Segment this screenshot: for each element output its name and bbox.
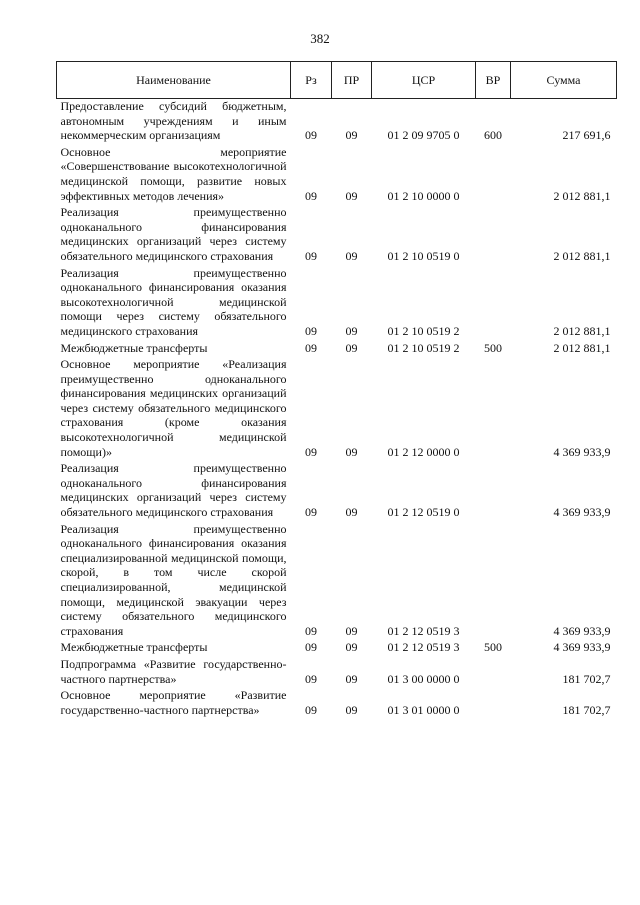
cell-name: Основное мероприятие «Развитие государственно-частного партнерства» — [60, 688, 287, 717]
cell-name: Реализация преимущественно одноканального финансирования медицинских организаций через систему обязательного медицинского страхования — [60, 205, 287, 263]
cell-vr — [476, 205, 511, 265]
cell-name: Межбюджетные трансферты — [60, 640, 208, 655]
cell-sum: 2 012 881,1 — [553, 340, 611, 355]
cell-rz: 09 — [305, 444, 317, 459]
cell-vr — [476, 522, 511, 641]
cell-name: Реализация преимущественно одноканального финансирования оказания высокотехнологичной медицинской помощи через систему обязательного медицинского страхования — [60, 265, 287, 338]
cell-sum: 2 012 881,1 — [553, 248, 611, 263]
cell-pr: 09 — [345, 188, 358, 203]
cell-rz: 09 — [305, 702, 317, 717]
cell-sum: 181 702,7 — [562, 671, 611, 686]
cell-name: Основное мероприятие «Совершенствование высокотехнологичной медицинской помощи, развитие новых эффективных методов лечения» — [60, 144, 287, 203]
cell-rz: 09 — [305, 671, 317, 686]
table-row — [57, 145, 617, 205]
cell-csr: 01 2 10 0519 2 — [387, 323, 460, 338]
header-pr: ПР — [332, 62, 372, 99]
cell-name: Межбюджетные трансферты — [60, 340, 208, 355]
cell-name: Реализация преимущественно одноканального финансирования медицинских организаций через систему обязательного медицинского страхования — [60, 461, 287, 520]
cell-vr: 500 — [484, 640, 502, 655]
cell-csr: 01 2 10 0519 2 — [387, 340, 460, 355]
budget-table — [56, 61, 617, 719]
cell-pr: 09 — [345, 128, 358, 143]
header-sum: Сумма — [511, 62, 617, 99]
table-row — [57, 266, 617, 341]
cell-pr: 09 — [345, 340, 358, 355]
cell-pr: 09 — [345, 640, 358, 655]
cell-vr: 600 — [484, 128, 502, 143]
cell-pr: 09 — [345, 248, 358, 263]
cell-name: Реализация преимущественно одноканального финансирования оказания специализированной медицинской помощи, скорой, в том числе скорой специализированной, медицинской помощи, медицинской эвакуации через систему обязательного медицинского страхования — [60, 521, 287, 638]
cell-rz: 09 — [305, 340, 317, 355]
cell-csr: 01 2 10 0000 0 — [387, 188, 460, 203]
cell-sum: 4 369 933,9 — [553, 444, 611, 459]
cell-vr — [476, 657, 511, 688]
cell-rz: 09 — [305, 248, 317, 263]
cell-sum: 4 369 933,9 — [553, 505, 611, 520]
header-vr: ВР — [476, 62, 511, 99]
cell-sum: 4 369 933,9 — [553, 623, 611, 638]
cell-pr: 09 — [345, 505, 358, 520]
cell-name: Подпрограмма «Развитие государственно-частного партнерства» — [60, 656, 287, 686]
cell-csr: 01 2 12 0519 0 — [387, 505, 460, 520]
page-number: 382 — [310, 31, 330, 46]
cell-rz: 09 — [305, 128, 317, 143]
cell-pr: 09 — [345, 702, 358, 717]
cell-vr — [476, 266, 511, 341]
cell-sum: 2 012 881,1 — [553, 188, 611, 203]
cell-vr — [476, 461, 511, 521]
header-csr: ЦСР — [372, 62, 476, 99]
cell-sum: 2 012 881,1 — [553, 323, 611, 338]
cell-vr: 500 — [484, 340, 502, 355]
cell-name: Предоставление субсидий бюджетным, автономным учреждениям и иным некоммерческим организациям — [60, 99, 287, 143]
cell-rz: 09 — [305, 323, 317, 338]
cell-vr — [476, 145, 511, 205]
table-row — [57, 461, 617, 521]
table-row — [57, 657, 617, 688]
header-row — [57, 62, 617, 99]
cell-csr: 01 3 01 0000 0 — [387, 702, 460, 717]
table-row — [57, 341, 617, 358]
cell-pr: 09 — [345, 623, 358, 638]
cell-csr: 01 2 12 0519 3 — [387, 640, 460, 655]
cell-csr: 01 2 12 0519 3 — [387, 623, 460, 638]
cell-pr: 09 — [345, 671, 358, 686]
cell-csr: 01 2 12 0000 0 — [387, 444, 460, 459]
cell-sum: 4 369 933,9 — [553, 640, 611, 655]
table-row — [57, 357, 617, 461]
cell-name: Основное мероприятие «Реализация преимущественно одноканального финансирования медицинских организаций через систему обязательного медицинского страхования (кроме оказания высокотехнологичной медицинской помощи)» — [60, 357, 287, 459]
cell-pr: 09 — [345, 444, 358, 459]
table-row — [57, 205, 617, 265]
cell-sum: 217 691,6 — [562, 128, 611, 143]
table-body — [57, 99, 617, 720]
cell-csr: 01 2 09 9705 0 — [387, 128, 460, 143]
table-row — [57, 640, 617, 657]
cell-vr — [476, 688, 511, 719]
cell-csr: 01 2 10 0519 0 — [387, 248, 460, 263]
table-row — [57, 99, 617, 145]
header-rz: Рз — [291, 62, 332, 99]
table-row — [57, 688, 617, 719]
cell-rz: 09 — [305, 623, 317, 638]
cell-vr — [476, 357, 511, 461]
table-header — [57, 62, 617, 99]
cell-rz: 09 — [305, 505, 317, 520]
cell-rz: 09 — [305, 640, 317, 655]
header-name: Наименование — [57, 62, 291, 99]
cell-csr: 01 3 00 0000 0 — [387, 671, 460, 686]
table-row — [57, 522, 617, 641]
cell-pr: 09 — [345, 323, 358, 338]
cell-rz: 09 — [305, 188, 317, 203]
cell-sum: 181 702,7 — [562, 702, 611, 717]
